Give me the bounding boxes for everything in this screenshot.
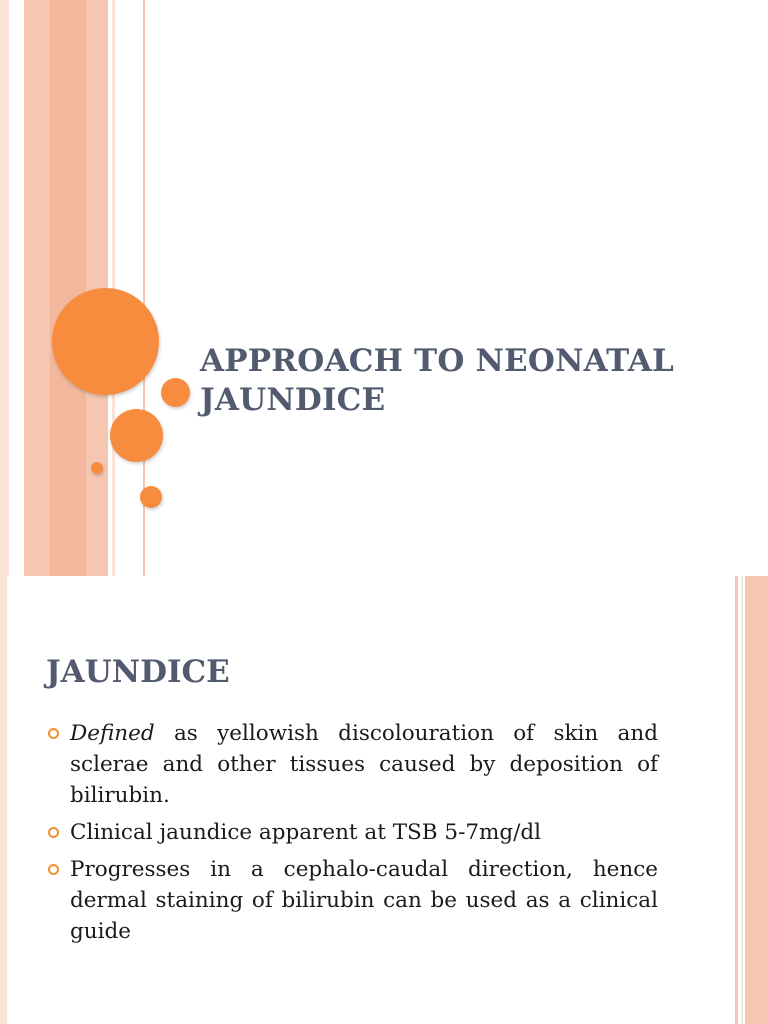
bullet-item-clinical: [46, 817, 658, 848]
right-stripe-thin-1: [735, 576, 738, 1024]
bullet-emphasis: Defined: [70, 721, 155, 746]
bullet-item-progression: [46, 854, 658, 947]
slide-heading: JAUNDICE: [46, 654, 230, 690]
small-orange-circle-1: [161, 378, 190, 407]
bullet-text: Clinical jaundice apparent at TSB 5-7mg/dl: [70, 820, 542, 845]
medium-orange-circle: [110, 409, 163, 462]
slide-title-line-1: APPROACH TO NEONATAL: [200, 343, 674, 379]
slide-title: [200, 342, 720, 420]
right-stripe-bar: [745, 576, 768, 1024]
bullet-text: Progresses in a cephalo-caudal direction, hence dermal staining of bilirubin can be used as a clinical guide: [70, 857, 658, 944]
bullet-item-definition: [46, 718, 658, 811]
left-edge-stripe: [0, 576, 7, 1024]
bullet-text: as yellowish discolouration of skin and sclerae and other tissues caused by deposition of bilirubin.: [70, 721, 658, 808]
large-orange-circle: [52, 288, 159, 395]
left-stripe-inner: [50, 0, 86, 576]
bullet-circle-icon: [48, 864, 59, 875]
bullet-circle-icon: [48, 728, 59, 739]
bullet-circle-icon: [48, 827, 59, 838]
right-stripe-thin-2: [741, 576, 743, 1024]
small-orange-circle-2: [140, 486, 162, 508]
left-stripe-edge: [0, 0, 9, 576]
slide-title-line-2: JAUNDICE: [200, 382, 386, 418]
tiny-orange-circle: [91, 462, 103, 474]
bullet-list: [46, 718, 658, 953]
